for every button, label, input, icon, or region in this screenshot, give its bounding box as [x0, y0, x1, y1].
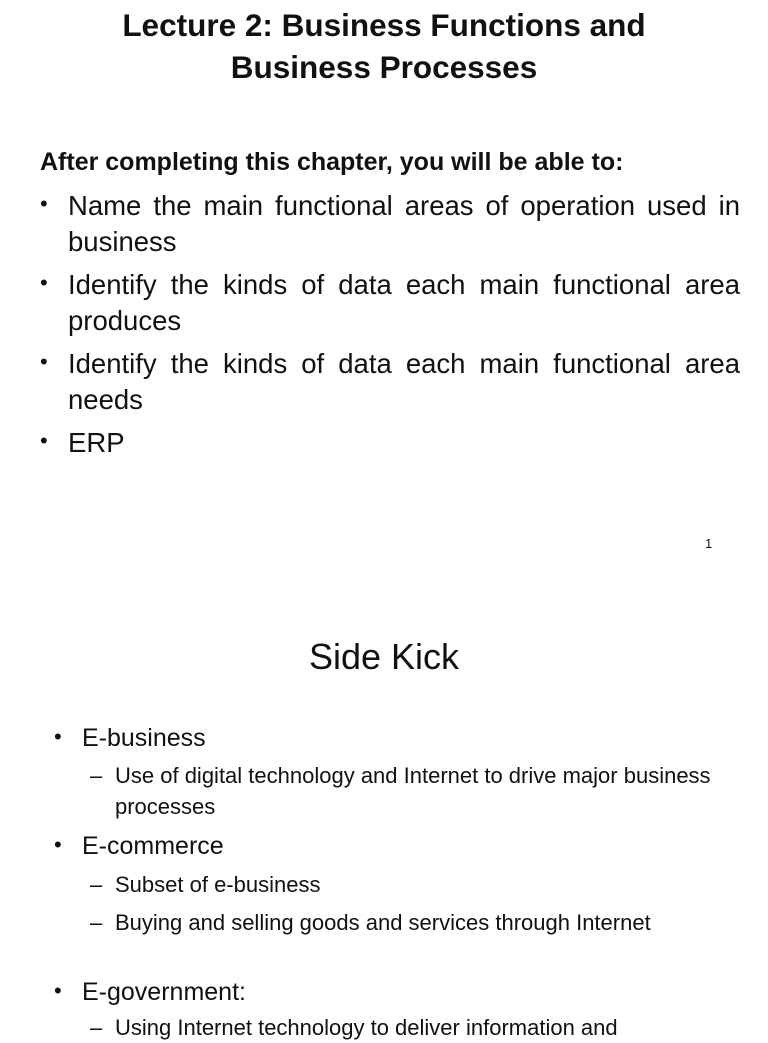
- bullet-icon: •: [54, 724, 62, 749]
- bullet-icon: •: [40, 349, 48, 374]
- dash-icon: –: [90, 872, 103, 897]
- item-label: E-government:: [82, 978, 246, 1006]
- objectives-list: [40, 188, 740, 469]
- sub-item-text: Use of digital technology and Internet to drive major business processes: [115, 763, 711, 819]
- list-item-e-commerce: [54, 830, 734, 862]
- objective-item: [40, 188, 740, 259]
- sub-item: [90, 1012, 730, 1043]
- sub-item: [90, 760, 730, 822]
- objective-item: [40, 346, 740, 417]
- slide-2: [0, 580, 768, 1040]
- objectives-heading: After completing this chapter, you will be able to:: [40, 148, 624, 176]
- slide-title: Side Kick: [308, 636, 460, 677]
- list-item-e-business: [54, 722, 734, 754]
- slide-title: [60, 4, 708, 88]
- sub-item-text: Buying and selling goods and services through Internet: [115, 910, 651, 935]
- objective-text: Identify the kinds of data each main functional area needs: [68, 348, 740, 415]
- dash-icon: –: [90, 1015, 103, 1040]
- sub-item-text: Using Internet technology to deliver information and: [115, 1015, 618, 1040]
- list-item-e-government: [54, 976, 734, 1008]
- sub-item: [90, 869, 730, 900]
- bullet-icon: •: [40, 428, 48, 453]
- objective-text: Identify the kinds of data each main functional area produces: [68, 269, 740, 336]
- title-line-1: Lecture 2: Business Functions and: [122, 7, 646, 43]
- objective-item: [40, 425, 740, 461]
- item-label: E-commerce: [82, 832, 224, 860]
- page-number: 1: [705, 536, 713, 551]
- title-line-2: Business Processes: [230, 49, 538, 85]
- objective-text: ERP: [68, 427, 125, 458]
- bullet-icon: •: [54, 978, 62, 1003]
- bullet-icon: •: [40, 191, 48, 216]
- item-label: E-business: [82, 724, 206, 752]
- dash-icon: –: [90, 763, 103, 788]
- sub-item-text: Subset of e-business: [115, 872, 321, 897]
- objective-text: Name the main functional areas of operation used in business: [68, 190, 740, 257]
- bullet-icon: •: [40, 270, 48, 295]
- bullet-icon: •: [54, 832, 62, 857]
- objective-item: [40, 267, 740, 338]
- dash-icon: –: [90, 910, 103, 935]
- sub-item: [90, 907, 730, 938]
